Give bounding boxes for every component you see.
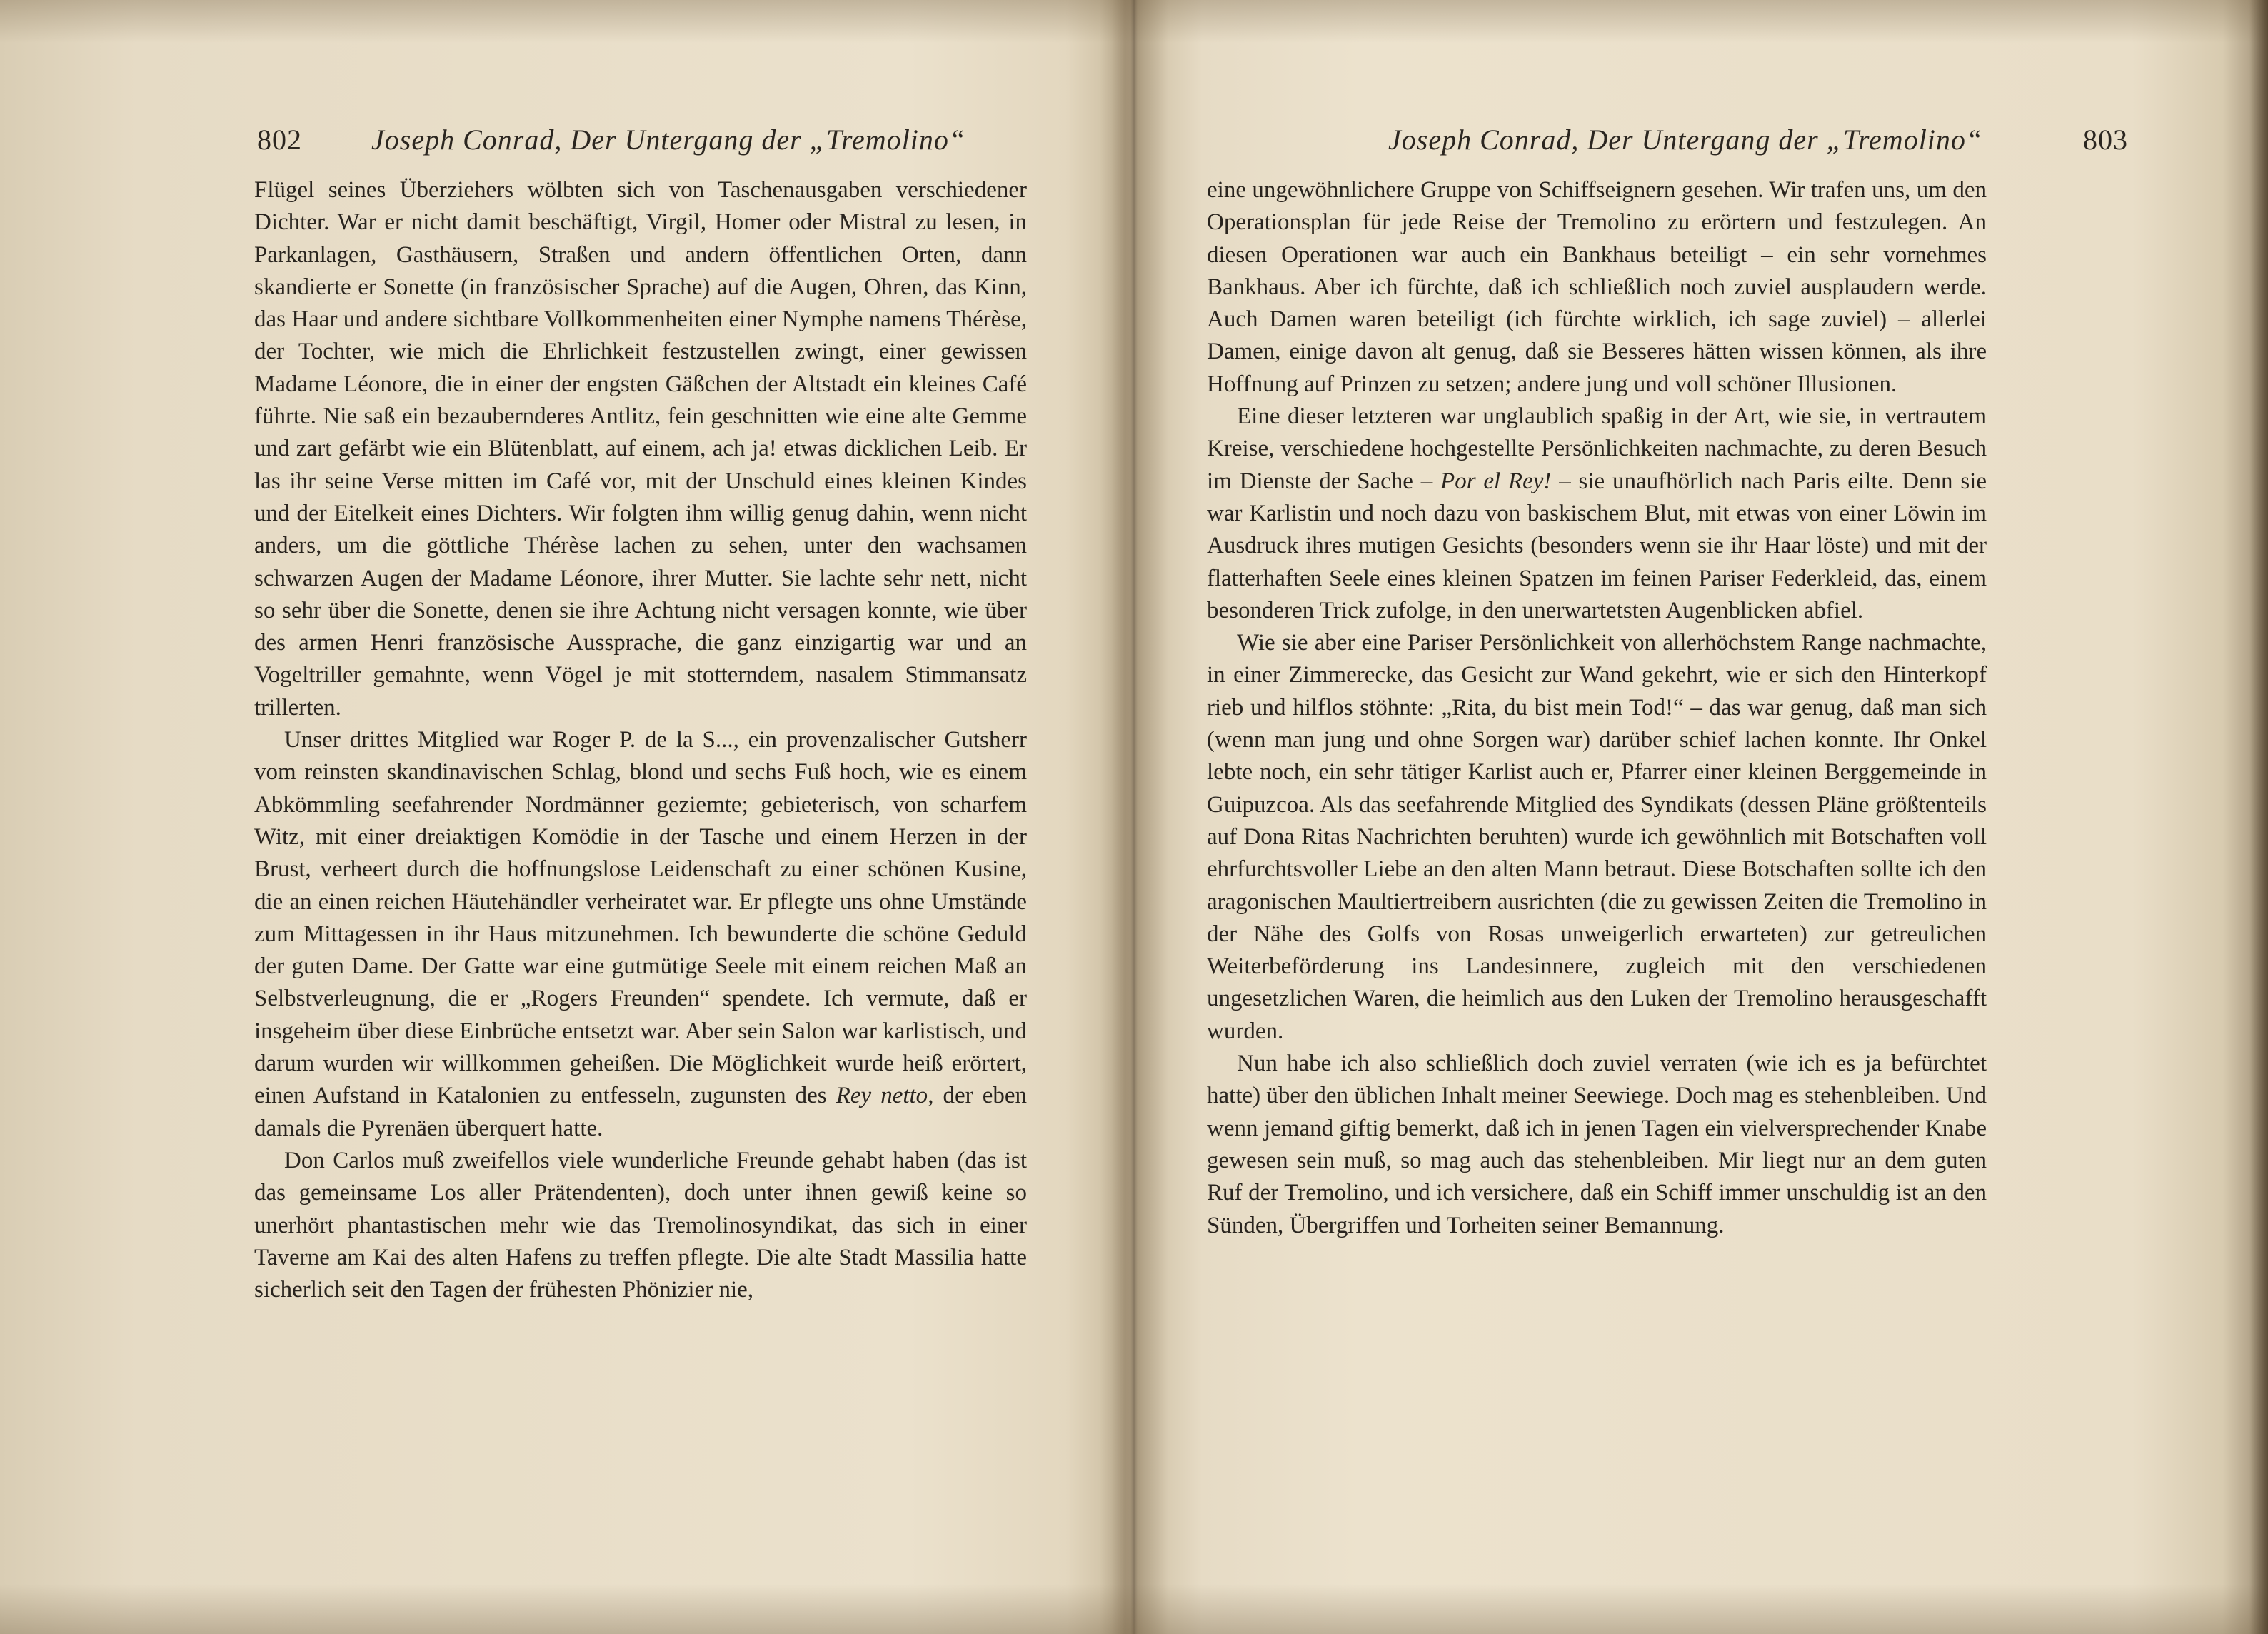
paragraph-text: Unser drittes Mitglied war Roger P. de la S..., ein provenzalischer Gutsherr vom reinsten skandinavischen Schlag, blond und sechs Fuß hoch, wie es einem Abkömmling seefahrender Nordmänner geziemte; gebieterisch, von scharfem Witz, mit einer dreiaktigen Komödie in der Tasche und einem Herzen in der Brust, verheert durch die hoffnungslose Leidenschaft zu einer schönen Kusine, die an einen reichen Häutehändler verheiratet war. Er pflegte uns ohne Umstände zum Mittagessen in ihr Haus mitzunehmen. Ich bewunderte die schöne Geduld der guten Dame. Der Gatte war eine gutmütige Seele mit einem reichen Maß an Selbstverleugnung, die er „Rogers Freunden“ spendete. Ich vermute, daß er insgeheim über diese Einbrüche entsetzt war. Aber sein Salon war karlistisch, und darum wurden wir willkommen geheißen. Die Möglichkeit wurde heiß erörtert, einen Aufstand in Katalonien zu entfesseln, zugunsten des	[254, 727, 1027, 1109]
right-running-title: Joseph Conrad, Der Untergang der „Tremolino“	[1388, 124, 1983, 156]
paragraph	[1207, 401, 1987, 627]
paragraph-text: – sie unaufhörlich nach Paris eilte. Denn sie war Karlistin und noch dazu von baskischem Blut, mit etwas von einer Löwin im Ausdruck ihres mutigen Gesichts (besonders wenn sie ihr Haar löste) und mit der flatterhaften Seele eines kleinen Spatzen im feinen Pariser Federkleid, das, einem besonderen Trick zufolge, in den unerwartetsten Augenblicken abfiel.	[1207, 468, 1987, 623]
right-body-text	[1207, 174, 1987, 1242]
paragraph-text: Eine dieser letzteren war unglaublich spaßig in der Art, wie sie, in vertrautem Kreise, verschiedene hochgestellte Persönlichkeiten nachmachte, zu deren Besuch im Dienste der Sache –	[1207, 404, 1987, 494]
paragraph-text: eine ungewöhnlichere Gruppe von Schiffseignern gesehen. Wir trafen uns, um den Operationsplan für jede Reise der Tremolino zu erörtern und festzulegen. An diesen Operationen war auch ein Bankhaus beteiligt – ein sehr vornehmes Bankhaus. Aber ich fürchte, daß ich schließlich noch zuviel ausplaudern werde. Auch Damen waren beteiligt (ich fürchte wirklich, ich sage zuviel) – allerlei Damen, einige davon alt genug, daß sie Besseres hätten wissen können, als ihre Hoffnung auf Prinzen zu setzen; andere jung und voll schöner Illusionen.	[1207, 177, 1987, 397]
paragraph	[254, 1145, 1027, 1306]
page-edge-right	[2249, 0, 2268, 1634]
paragraph	[254, 724, 1027, 1145]
italic-text: Por el Rey!	[1440, 468, 1552, 494]
page-shadow-bottom	[0, 1584, 2268, 1634]
italic-text: Rey netto	[836, 1083, 928, 1109]
paragraph	[254, 174, 1027, 724]
right-page	[1134, 0, 2268, 1634]
paragraph	[1207, 174, 1987, 401]
paragraph	[1207, 1048, 1987, 1242]
left-running-head	[257, 120, 1043, 160]
left-body-text	[254, 174, 1027, 1306]
right-page-number: 803	[2083, 124, 2128, 156]
paragraph-text: Nun habe ich also schließlich doch zuviel verraten (wie ich es ja befürchtet hatte) über den üblichen Inhalt meiner Seewiege. Doch mag es stehenbleiben. Und wenn jemand giftig bemerkt, daß ich in jenen Tagen ein vielversprechender Knabe gewesen sein muß, so mag auch das stehenbleiben. Mir liegt nur an dem guten Ruf der Tremolino, und ich versichere, daß ein Schiff immer unschuldig ist an den Sünden, Übergriffen und Torheiten seiner Bemannung.	[1207, 1051, 1987, 1238]
right-running-head	[1317, 120, 2128, 160]
paragraph-text: Wie sie aber eine Pariser Persönlichkeit von allerhöchstem Range nachmachte, in einer Zimmerecke, das Gesicht zur Wand gekehrt, wie er sich den Hinterkopf rieb und hilflos stöhnte: „Rita, du bist mein Tod!“ – das war genug, daß man sich (wenn man jung und ohne Sorgen war) darüber schief lachen konnte. Ihr Onkel lebte noch, ein sehr tätiger Karlist auch er, Pfarrer einer kleinen Berggemeinde in Guipuzcoa. Als das seefahrende Mitglied des Syndikats (dessen Pläne größtenteils auf Dona Ritas Nachrichten beruhten) wurde ich gewöhnlich mit Botschaften voll ehrfurchtsvoller Liebe an den alten Mann betraut. Diese Botschaften sollte ich den aragonischen Maultiertreibern ausrichten (die zu gewissen Zeiten die Tremolino in der Nähe des Golfs von Rosas unweigerlich erwarteten) zur getreulichen Weiterbeförderung ins Landesinnere, zugleich mit den verschiedenen ungesetzlichen Waren, die heimlich aus den Luken der Tremolino herausgeschafft wurden.	[1207, 630, 1987, 1044]
paragraph-text: Flügel seines Überziehers wölbten sich von Taschenausgaben verschiedener Dichter. War er nicht damit beschäftigt, Virgil, Homer oder Mistral zu lesen, in Parkanlagen, Gasthäusern, Straßen und andern öffentlichen Orten, dann skandierte er Sonette (in französischer Sprache) auf die Augen, Ohren, das Kinn, das Haar und andere sichtbare Vollkommenheiten einer Nymphe namens Thérèse, der Tochter, wie mich die Ehrlichkeit festzustellen zwingt, einer gewissen Madame Léonore, die in einer der engsten Gäßchen der Altstadt ein kleines Café führte. Nie saß ein bezaubernderes Antlitz, fein geschnitten wie eine alte Gemme und zart gefärbt wie ein Blütenblatt, auf einem, ach ja! etwas dicklichen Leib. Er las ihr seine Verse mitten im Café vor, mit der Unschuld eines kleinen Kindes und der Eitelkeit eines Dichters. Wir folgten ihm willig genug dahin, wenn nicht anders, um die göttliche Thérèse lachen zu sehen, unter den wachsamen schwarzen Augen der Madame Léonore, ihrer Mutter. Sie lachte sehr nett, nicht so sehr über die Sonette, denen sie ihre Achtung nicht versagen konnte, wie über des armen Henri französische Aussprache, die ganz einzigartig war und an Vogeltriller gemahnte, wenn Vögel je mit stotterndem, nasalem Stimmansatz trillerten.	[254, 177, 1027, 721]
paragraph	[1207, 627, 1987, 1048]
paragraph-text: Don Carlos muß zweifellos viele wunderliche Freunde gehabt haben (das ist das gemeinsame Los aller Prätendenten), doch unter ihnen gewiß keine so unerhört phantastischen mehr wie das Tremolinosyndikat, das sich in einer Taverne am Kai des alten Hafens zu treffen pflegte. Die alte Stadt Massilia hatte sicherlich seit den Tagen der frühesten Phönizier nie,	[254, 1147, 1027, 1303]
left-page-number: 802	[257, 124, 302, 156]
paragraph-text: , der eben damals die Pyrenäen überquert hatte.	[254, 1083, 1027, 1141]
left-running-title: Joseph Conrad, Der Untergang der „Tremolino“	[371, 124, 966, 156]
